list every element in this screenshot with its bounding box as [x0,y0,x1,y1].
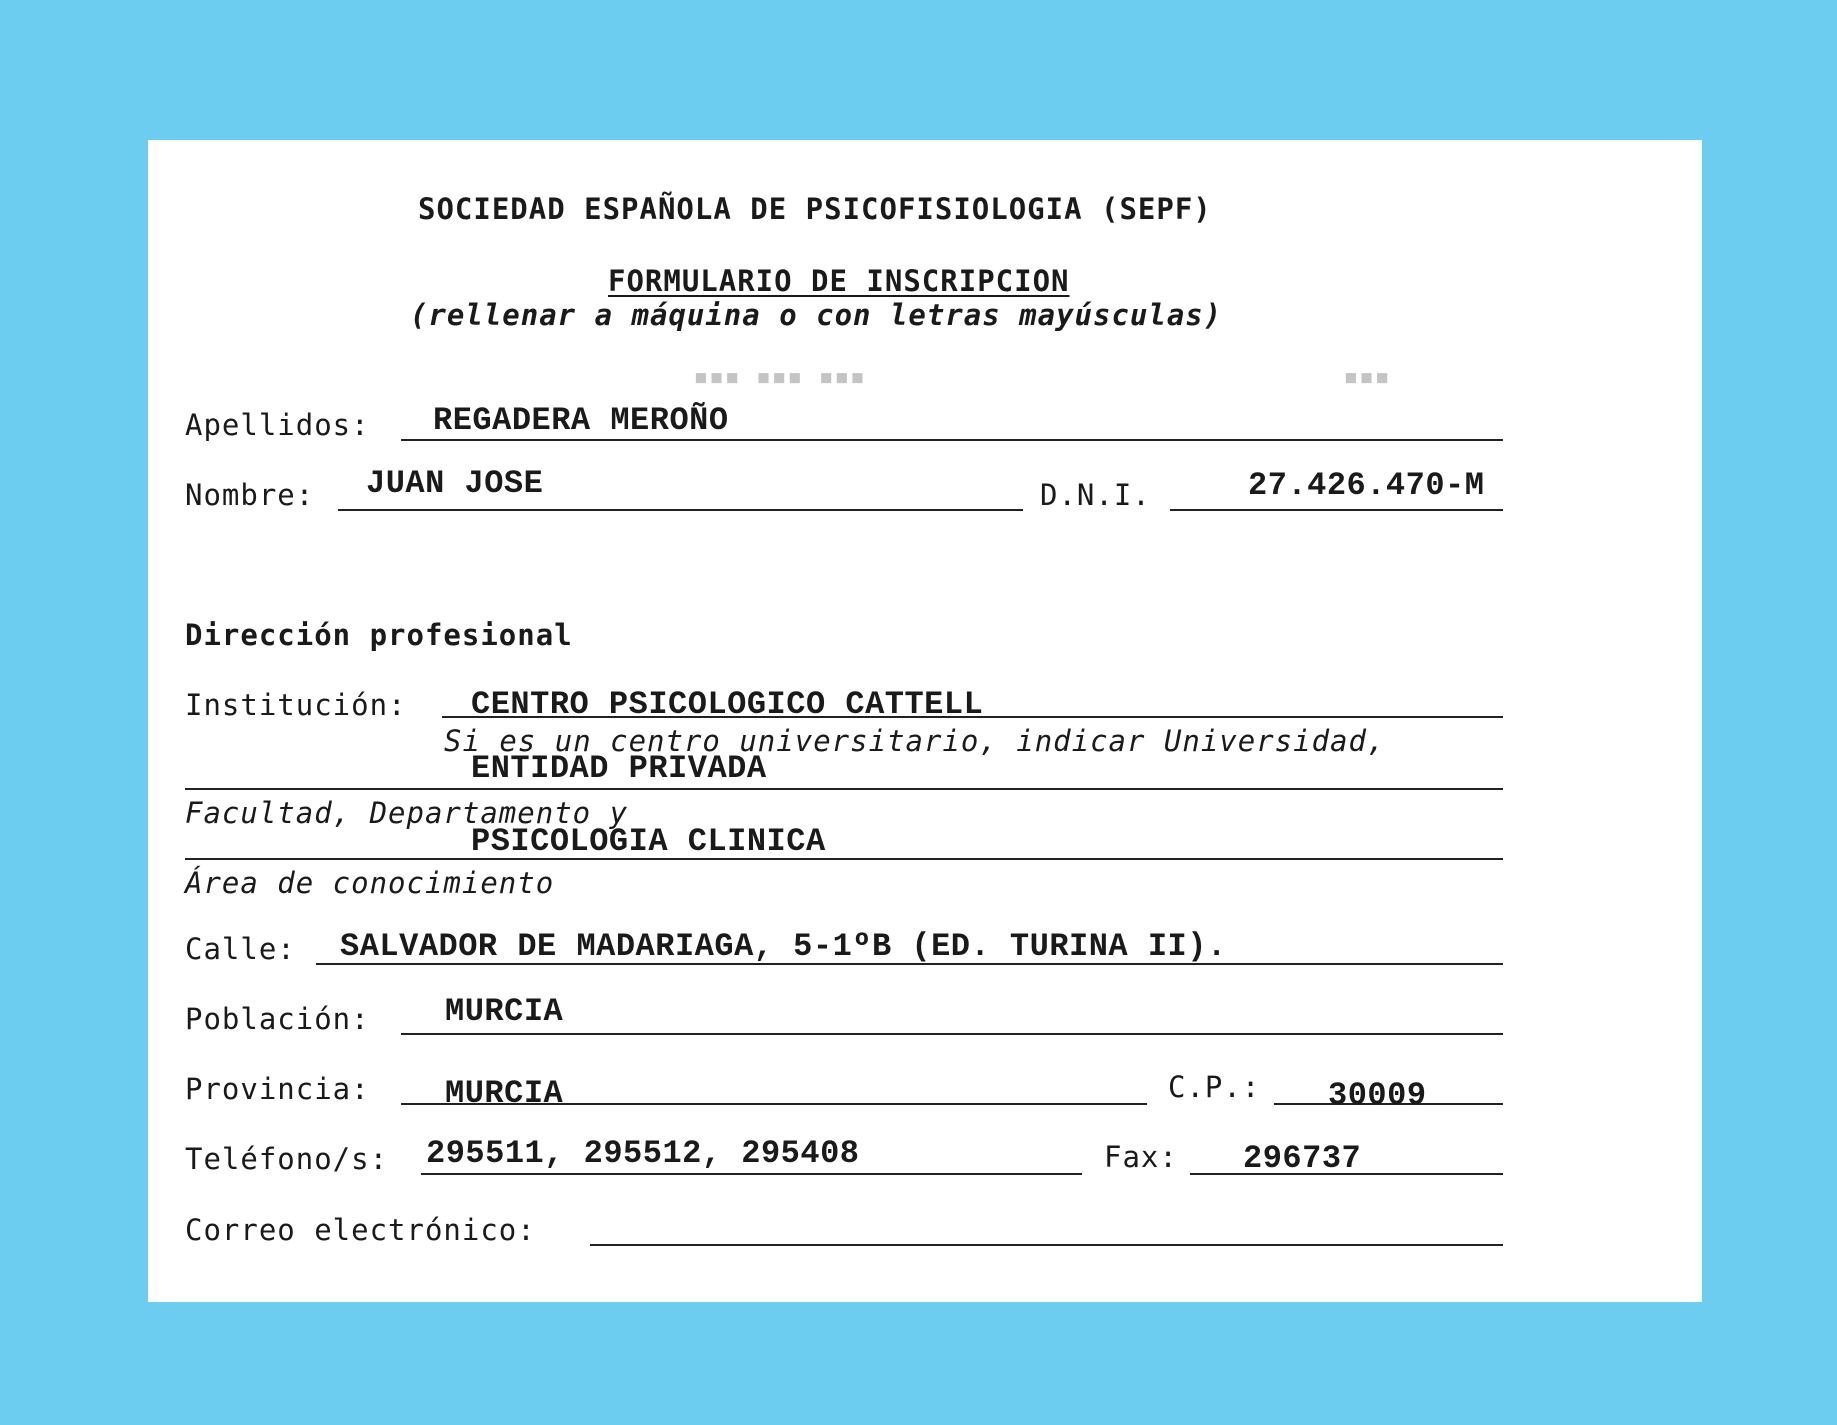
apellidos-value[interactable]: REGADERA MEROÑO [433,402,729,439]
poblacion-value[interactable]: MURCIA [445,993,564,1030]
society-title: SOCIEDAD ESPAÑOLA DE PSICOFISIOLOGIA (SEPF) [418,192,1212,226]
poblacion-line [401,1033,1503,1035]
apellidos-label: Apellidos: [185,408,370,442]
bleed-through-mark: ▪▪▪ ▪▪▪ ▪▪▪ [693,362,866,392]
facultad-label: Facultad, Departamento y [185,796,629,830]
dni-value[interactable]: 27.426.470-M [1248,467,1485,504]
dni-line [1170,509,1503,511]
entidad-line [185,788,1503,790]
area-line [185,858,1503,860]
dni-label: D.N.I. [1040,478,1151,512]
calle-label: Calle: [185,932,296,966]
area-label: Área de conocimiento [185,866,555,900]
institucion-label: Institución: [185,688,407,722]
institucion-value[interactable]: CENTRO PSICOLOGICO CATTELL [471,686,984,723]
section-direccion-profesional: Dirección profesional [185,618,573,652]
calle-value[interactable]: SALVADOR DE MADARIAGA, 5-1ºB (ED. TURINA II). [340,928,1227,965]
nombre-line [338,509,1023,511]
fax-label: Fax: [1104,1140,1178,1174]
form-title: FORMULARIO DE INSCRIPCION [608,264,1070,298]
cp-label: C.P.: [1168,1070,1261,1104]
provincia-value[interactable]: MURCIA [445,1075,564,1112]
telefono-value[interactable]: 295511, 295512, 295408 [426,1135,860,1172]
correo-line [590,1244,1503,1246]
telefono-line [421,1173,1082,1175]
cp-value[interactable]: 30009 [1328,1077,1427,1114]
universidad-note: Si es un centro universitario, indicar Universidad, [444,724,1386,758]
bleed-through-mark: ▪▪▪ [1343,362,1390,392]
area-value[interactable]: PSICOLOGIA CLINICA [471,823,826,860]
nombre-value[interactable]: JUAN JOSE [366,465,544,502]
poblacion-label: Población: [185,1002,370,1036]
correo-label: Correo electrónico: [185,1213,536,1247]
telefono-label: Teléfono/s: [185,1142,389,1176]
provincia-label: Provincia: [185,1072,370,1106]
registration-form [148,140,1702,1302]
form-instructions: (rellenar a máquina o con letras mayúsculas) [410,298,1223,332]
entidad-value[interactable]: ENTIDAD PRIVADA [471,750,767,787]
fax-value[interactable]: 296737 [1243,1140,1362,1177]
apellidos-line [401,439,1503,441]
nombre-label: Nombre: [185,478,315,512]
